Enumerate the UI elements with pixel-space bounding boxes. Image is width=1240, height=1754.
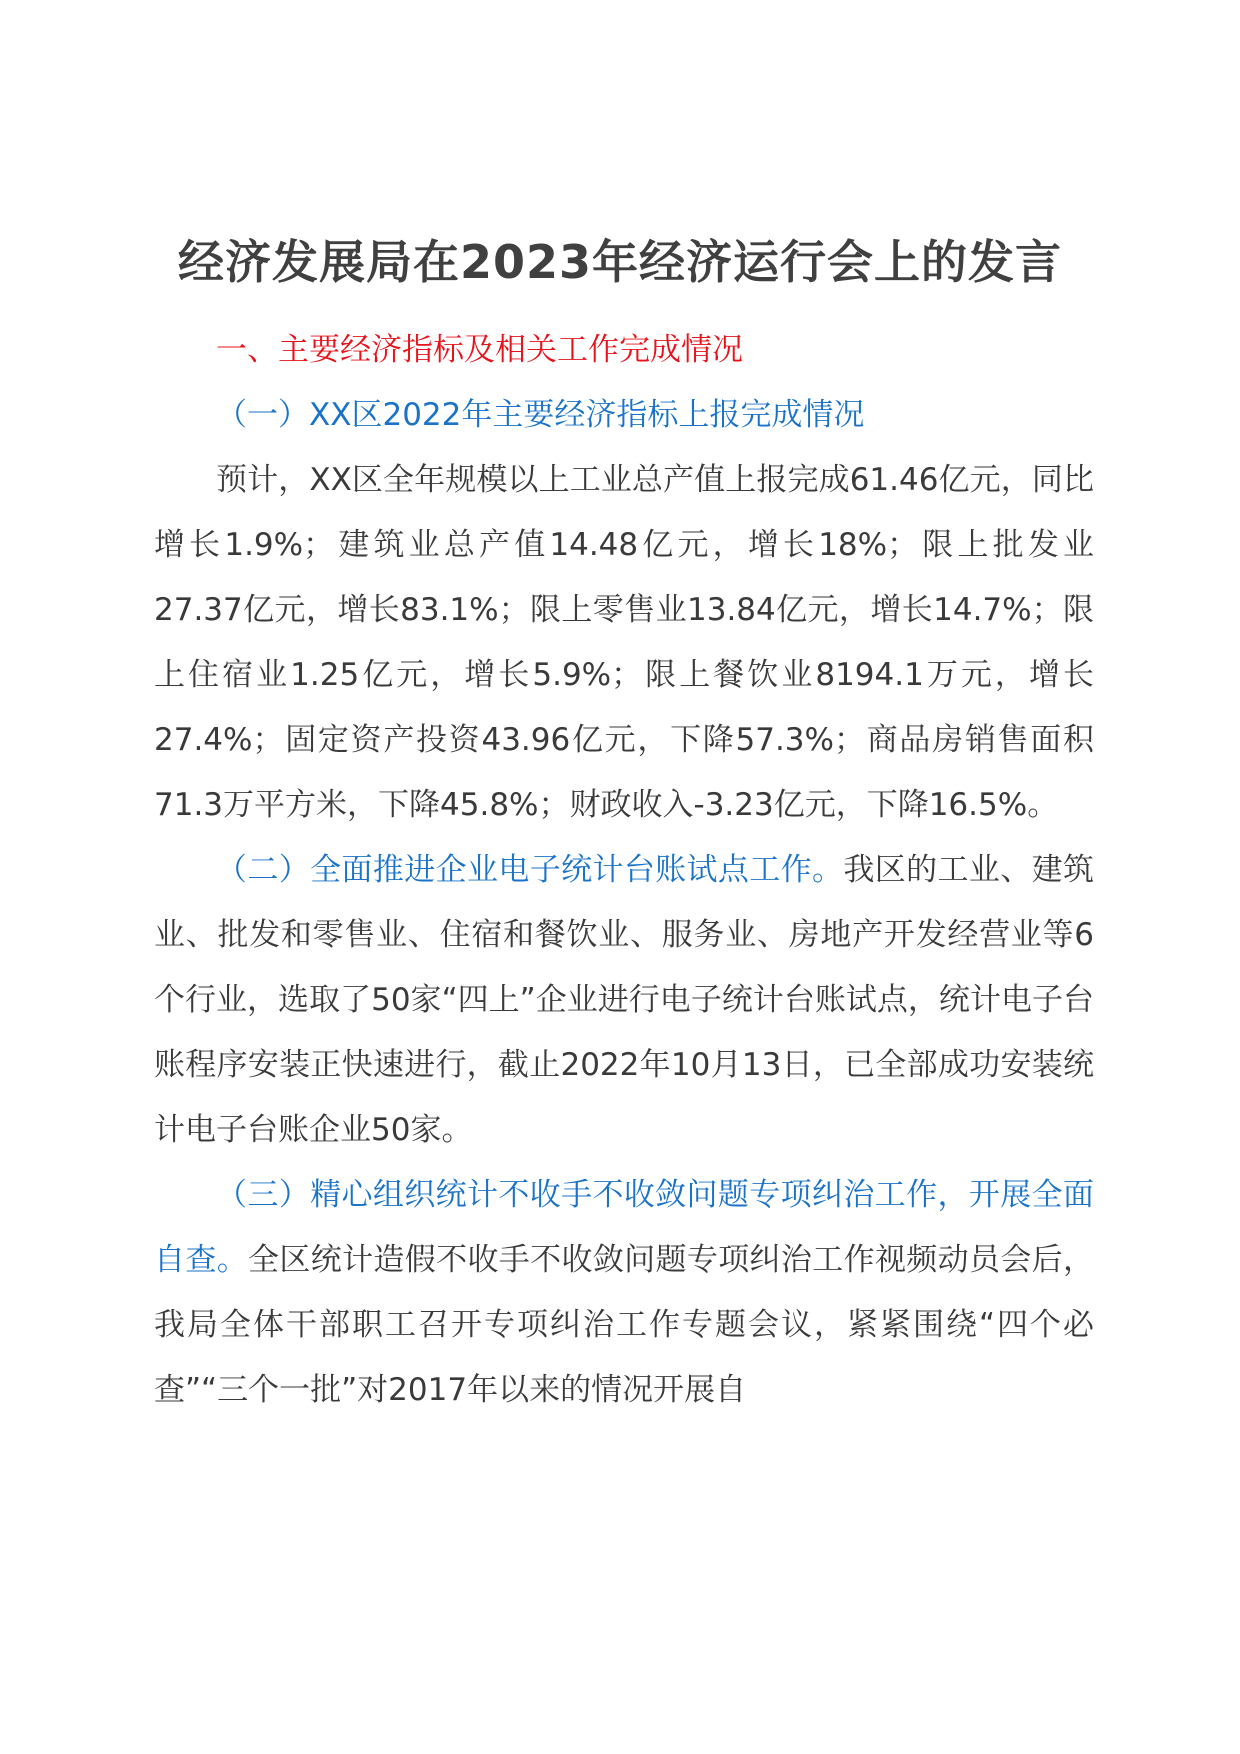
paragraph-3-text: 全区统计造假不收手不收敛问题专项纠治工作视频动员会后，我局全体干部职工召开专项纠治工作专题会议，紧紧围绕“四个必查”“三个一批”对2017年以来的情况开展自 [154,1242,1095,1408]
subsection-heading-3-text: （三）精心组织统计不收手不收敛问题专项纠治工作，开展全面自查。 [154,1177,1094,1278]
section-heading-1-text: 一、主要经济指标及相关工作完成情况 [216,332,743,368]
paragraph-2-text: 我区的工业、建筑业、批发和零售业、住宿和餐饮业、服务业、房地产开发经营业等6个行业，选取了50家“四上”企业进行电子统计台账试点，统计电子台账程序安装正快速进行，截止2022年10月13日，已全部成功安装统计电子台账企业50家。 [154,852,1094,1148]
subsection-heading-1-text: （一）XX区2022年主要经济指标上报完成情况 [216,397,865,433]
document-body [154,318,1094,1423]
paragraph-2 [154,838,1094,1163]
subsection-heading-1 [154,383,1094,448]
paragraph-3 [154,1163,1094,1423]
document-title: 经济发展局在2023年经济运行会上的发言 [177,235,1063,289]
paragraph-1 [154,448,1094,838]
section-heading-1 [154,318,1094,383]
subsection-heading-2-text: （二）全面推进企业电子统计台账试点工作。 [216,852,844,888]
paragraph-1-text: 预计，XX区全年规模以上工业总产值上报完成61.46亿元，同比增长1.9%；建筑业总产值14.48亿元，增长18%；限上批发业27.37亿元，增长83.1%；限上零售业13.84亿元，增长14.7%；限上住宿业1.25亿元，增长5.9%；限上餐饮业8194.1万元，增长27.4%；固定资产投资43.96亿元，下降57.3%；商品房销售面积71.3万平方米，下降45.8%；财政收入-3.23亿元，下降16.5%。 [154,462,1094,823]
